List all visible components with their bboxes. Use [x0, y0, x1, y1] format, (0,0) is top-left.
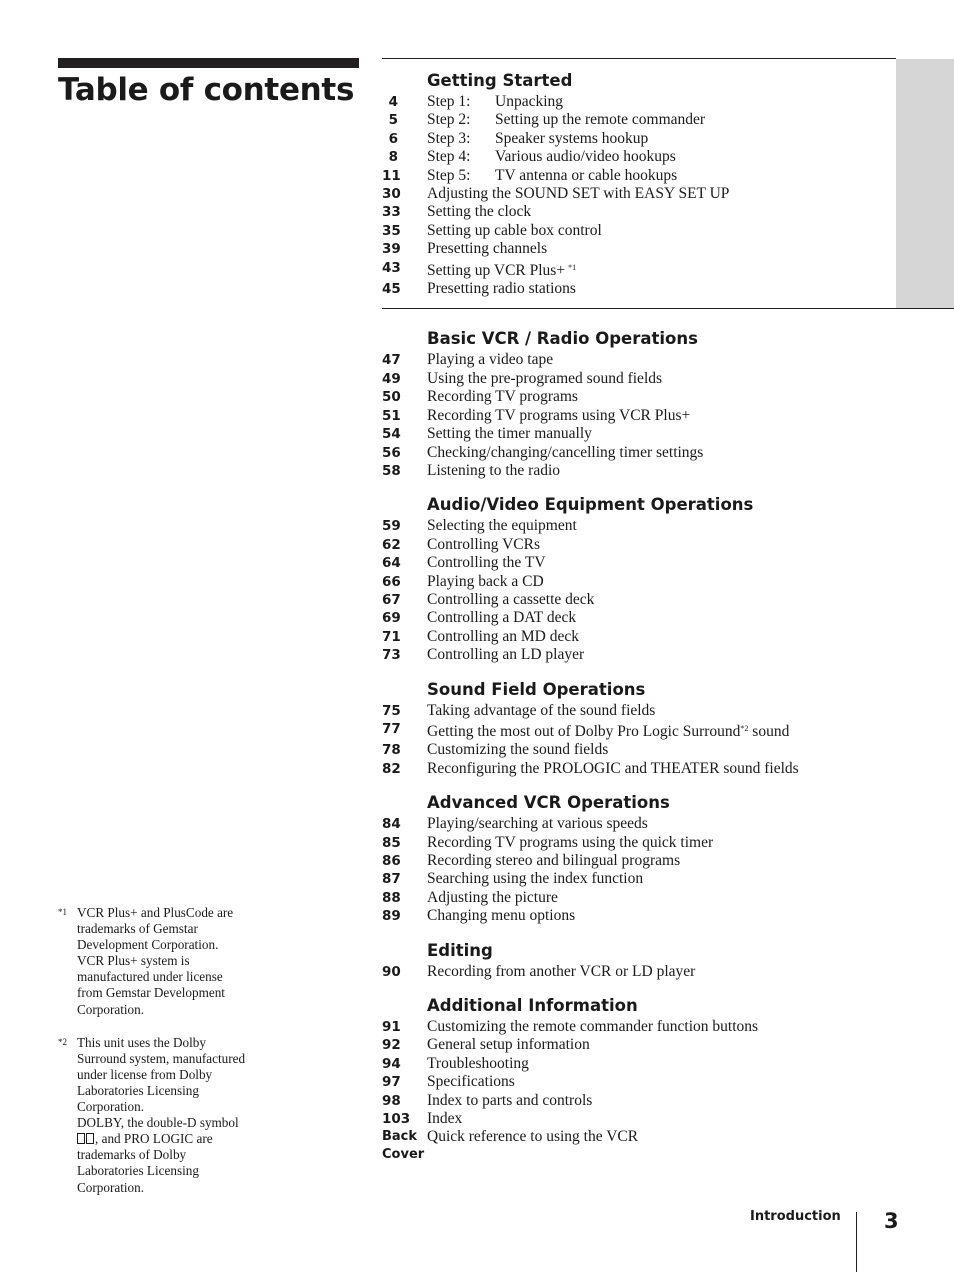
toc-entry[interactable]	[382, 167, 902, 185]
entry-title: Playing back a CD	[427, 572, 544, 590]
entry-title: Searching using the index function	[427, 870, 644, 888]
entry-title: Presetting radio stations	[427, 280, 576, 298]
entry-title: Reconfiguring the PROLOGIC and THEATER sound fields	[427, 759, 799, 777]
entry-title: Recording TV programs	[427, 388, 578, 406]
entry-title-group	[427, 720, 902, 741]
page-ref: 54	[382, 426, 401, 443]
page-ref: 4	[388, 94, 398, 110]
toc-entry[interactable]	[382, 462, 902, 480]
entry-title: Playing/searching at various speeds	[427, 815, 648, 833]
toc-entry[interactable]	[382, 1092, 902, 1110]
toc-entry[interactable]	[382, 870, 902, 888]
toc-entry[interactable]	[382, 351, 902, 369]
page-ref: 62	[382, 536, 401, 553]
toc-entry[interactable]	[382, 240, 902, 258]
toc-entry[interactable]	[382, 609, 902, 627]
entry-title: Checking/changing/cancelling timer settings	[427, 443, 704, 461]
entry-title: Setting up the remote commander	[495, 111, 706, 129]
entry-title-group	[427, 573, 902, 591]
entry-title-group	[427, 852, 902, 870]
toc-entry[interactable]	[382, 148, 902, 166]
entry-title: Setting the clock	[427, 203, 532, 221]
entry-title-group	[427, 185, 902, 203]
footnote-text-b: , and PRO LOGIC are trademarks of Dolby Laboratories Licensing Corporation.	[77, 1131, 213, 1195]
entry-title-group	[427, 702, 902, 720]
page-ref: 39	[382, 241, 401, 258]
entry-title: Selecting the equipment	[427, 517, 577, 535]
toc-entry[interactable]	[382, 889, 902, 907]
page-ref: 88	[382, 889, 401, 906]
toc-entry[interactable]	[382, 1055, 902, 1073]
page-ref: 78	[382, 742, 401, 759]
entry-title: Troubleshooting	[427, 1054, 529, 1072]
section-heading: Audio/Video Equipment Operations	[427, 495, 754, 515]
entry-title: Controlling the TV	[427, 554, 546, 572]
page-ref: 5	[388, 112, 398, 129]
page-ref: 87	[382, 871, 401, 888]
footnote-marker: *2	[58, 1036, 67, 1047]
entry-title-group	[427, 240, 902, 258]
entry-title: Changing menu options	[427, 907, 576, 925]
page-ref: 64	[382, 555, 401, 572]
entry-title: TV antenna or cable hookups	[495, 166, 678, 184]
step-label: Step 3:	[427, 129, 471, 147]
page-ref: 85	[382, 834, 401, 851]
page-ref: 84	[382, 816, 401, 833]
footer-section-label: Introduction	[750, 1209, 841, 1224]
entry-title-group	[427, 834, 902, 852]
toc-entry[interactable]	[382, 628, 902, 646]
page-ref: 35	[382, 222, 401, 239]
toc-entry[interactable]	[382, 111, 902, 129]
entry-title: Setting up VCR Plus+	[427, 261, 566, 279]
entry-title-group	[427, 148, 902, 166]
entry-title-group	[427, 591, 902, 609]
step-label: Step 5:	[427, 166, 471, 184]
section-heading: Sound Field Operations	[427, 679, 646, 699]
page-ref: 30	[382, 186, 401, 203]
entry-title-group	[427, 111, 902, 129]
section-heading: Editing	[427, 940, 493, 960]
toc-entry[interactable]	[382, 388, 902, 406]
toc-section	[382, 940, 902, 981]
page-ref: 49	[382, 370, 401, 387]
page-ref: 98	[382, 1092, 401, 1109]
page-ref: 58	[382, 462, 401, 479]
toc-entry[interactable]	[382, 573, 902, 591]
entry-title: Getting the most out of Dolby Pro Logic Surround	[427, 722, 741, 740]
toc-entry[interactable]	[382, 591, 902, 609]
entry-title-group	[427, 889, 902, 907]
toc-entry[interactable]	[382, 425, 902, 443]
footnote-2	[58, 1035, 248, 1196]
page-title: Table of contents	[58, 72, 355, 108]
entry-title-group	[427, 646, 902, 664]
page-ref: 97	[382, 1074, 401, 1091]
entry-title: Recording stereo and bilingual programs	[427, 852, 681, 869]
toc-entry[interactable]	[382, 536, 902, 554]
entry-title: Setting up cable box control	[427, 221, 602, 239]
entry-title-group	[427, 907, 902, 925]
entry-title-group	[427, 741, 902, 759]
entry-title-group	[427, 517, 902, 535]
toc-section	[382, 792, 902, 925]
entry-title: Quick reference to using the VCR	[427, 1128, 639, 1146]
toc-entry[interactable]	[382, 93, 902, 111]
entry-title: Playing a video tape	[427, 351, 554, 369]
entry-title-group	[427, 259, 902, 280]
page-ref: 47	[382, 352, 401, 369]
page-ref: 75	[382, 702, 401, 719]
entry-title-group	[427, 388, 902, 406]
entry-title-group	[427, 280, 902, 298]
section-heading: Basic VCR / Radio Operations	[427, 329, 698, 349]
footnote-1	[58, 905, 248, 1018]
step-label: Step 4:	[427, 148, 471, 166]
page-ref: 8	[388, 149, 398, 166]
entry-title-group	[427, 1055, 902, 1073]
toc-entry[interactable]	[382, 760, 902, 778]
entry-title-group	[427, 536, 902, 554]
page-ref: Back Cover	[382, 1129, 425, 1163]
toc-section	[382, 328, 902, 480]
page-ref: 92	[382, 1037, 401, 1054]
footnote-text: VCR Plus+ and PlusCode are trademarks of Gemstar Development Corporation. VCR Plus+ system is manufactured under license from Gemstar Development Corporation.	[77, 905, 234, 1017]
entry-title: Using the pre-programed sound fields	[427, 369, 663, 387]
table-of-contents	[382, 70, 902, 1164]
toc-entry[interactable]	[382, 834, 902, 852]
entry-title: Customizing the sound fields	[427, 741, 609, 759]
entry-title: Controlling an LD player	[427, 646, 585, 664]
page-ref: 91	[382, 1019, 401, 1036]
entry-title: Taking advantage of the sound fields	[427, 701, 656, 719]
entry-title-group	[427, 351, 902, 369]
entry-title-group	[427, 425, 902, 443]
toc-entry[interactable]	[382, 1018, 902, 1036]
page-ref: 89	[382, 908, 401, 925]
entry-title-group	[427, 1110, 902, 1128]
footnote-ref: *1	[568, 262, 577, 272]
page-ref: 73	[382, 647, 401, 664]
entry-title-group	[427, 628, 902, 646]
entry-title-group	[427, 1128, 902, 1146]
page-ref: 67	[382, 591, 401, 608]
entry-title-group	[427, 963, 902, 981]
toc-entry[interactable]	[382, 185, 902, 203]
toc-entry[interactable]	[382, 203, 902, 221]
section-heading: Getting Started	[427, 71, 573, 90]
footnote-text: This unit uses the Dolby Surround system, manufactured under license from Dolby Laboratories Licensing Corporation.	[77, 1034, 246, 1115]
entry-title-group	[427, 1092, 902, 1110]
page-ref: 50	[382, 389, 401, 406]
page-ref: 56	[382, 444, 401, 461]
section-heading: Additional Information	[427, 996, 638, 1016]
toc-entry[interactable]	[382, 907, 902, 925]
footnotes	[58, 905, 248, 1213]
entry-title: General setup information	[427, 1036, 590, 1054]
toc-entry[interactable]	[382, 1128, 902, 1164]
entry-title: Recording TV programs using VCR Plus+	[427, 406, 691, 424]
entry-title-group	[427, 444, 902, 462]
page-ref: 94	[382, 1055, 401, 1072]
entry-title: Recording from another VCR or LD player	[427, 962, 696, 980]
entry-title: Various audio/video hookups	[495, 148, 676, 166]
toc-entry[interactable]	[382, 815, 902, 833]
entry-title-group	[427, 1073, 902, 1091]
page-ref: 82	[382, 760, 401, 777]
title-rule	[58, 58, 359, 68]
toc-entry[interactable]	[382, 741, 902, 759]
toc-entry[interactable]	[382, 370, 902, 388]
toc-entry[interactable]	[382, 554, 902, 572]
double-d-icon	[77, 1131, 95, 1146]
toc-entry[interactable]	[382, 963, 902, 981]
entry-title: Adjusting the SOUND SET with EASY SET UP	[427, 185, 730, 203]
toc-entry[interactable]	[382, 517, 902, 535]
entry-title-group	[427, 609, 902, 627]
toc-entry[interactable]	[382, 1073, 902, 1091]
page-ref: 86	[382, 853, 401, 869]
footer-divider	[856, 1212, 857, 1272]
toc-entry[interactable]	[382, 646, 902, 664]
page-ref: 103	[382, 1111, 411, 1128]
toc-entry[interactable]	[382, 407, 902, 425]
toc-section	[382, 70, 902, 298]
toc-entry[interactable]	[382, 444, 902, 462]
section-heading: Advanced VCR Operations	[427, 793, 670, 813]
entry-title: Setting the timer manually	[427, 425, 592, 443]
entry-title: Recording TV programs using the quick timer	[427, 833, 714, 851]
entry-title-group	[427, 222, 902, 240]
entry-title: Customizing the remote commander function buttons	[427, 1018, 759, 1036]
entry-title-group	[427, 554, 902, 572]
page-ref: 66	[382, 573, 401, 590]
step-label: Step 1:	[427, 93, 471, 110]
toc-entry[interactable]	[382, 1110, 902, 1128]
entry-title: Adjusting the picture	[427, 888, 558, 906]
entry-title: Index to parts and controls	[427, 1091, 593, 1109]
step-label: Step 2:	[427, 111, 471, 129]
entry-title: Specifications	[427, 1073, 515, 1091]
page-ref: 43	[382, 259, 401, 276]
toc-top-rule	[382, 58, 896, 59]
entry-title-group	[427, 370, 902, 388]
entry-title: Index	[427, 1110, 463, 1128]
page-ref: 59	[382, 518, 401, 535]
page-ref: 71	[382, 628, 401, 645]
footnote-ref: *2	[740, 723, 749, 733]
entry-title: Listening to the radio	[427, 461, 561, 479]
entry-title: Presetting channels	[427, 240, 548, 258]
footnote-text-group	[77, 1035, 248, 1196]
footnote-marker: *1	[58, 907, 67, 917]
entry-title: Speaker systems hookup	[495, 129, 649, 147]
page-ref: 77	[382, 720, 401, 737]
entry-title-group	[427, 407, 902, 425]
toc-entry[interactable]	[382, 130, 902, 148]
page-number: 3	[884, 1209, 899, 1233]
page-ref: 90	[382, 963, 401, 980]
page-ref: 45	[382, 281, 401, 298]
entry-title: Controlling a DAT deck	[427, 609, 577, 627]
toc-entry[interactable]	[382, 852, 902, 870]
entry-title-group	[427, 1018, 902, 1036]
toc-section	[382, 679, 902, 779]
page-ref: 51	[382, 407, 401, 424]
page-ref: 6	[388, 130, 398, 147]
page-ref: 11	[382, 167, 401, 184]
entry-title: Controlling an MD deck	[427, 627, 579, 645]
entry-title-group	[427, 462, 902, 480]
footnote-text-a: DOLBY, the double-D symbol	[77, 1115, 239, 1131]
entry-title-group	[427, 815, 902, 833]
entry-title-group	[427, 203, 902, 221]
entry-title: Controlling a cassette deck	[427, 590, 595, 608]
entry-title-group	[427, 760, 902, 778]
toc-entry[interactable]	[382, 702, 902, 720]
entry-title-group	[427, 167, 902, 185]
toc-section	[382, 995, 902, 1164]
toc-section	[382, 494, 902, 664]
entry-title-group	[427, 1036, 902, 1054]
toc-entry[interactable]	[382, 720, 902, 741]
page-ref: 33	[382, 204, 401, 221]
entry-title: Unpacking	[495, 93, 564, 110]
entry-title-group	[427, 93, 902, 111]
toc-entry[interactable]	[382, 222, 902, 240]
toc-entry[interactable]	[382, 259, 902, 280]
entry-title-group	[427, 870, 902, 888]
entry-title: Controlling VCRs	[427, 535, 540, 553]
toc-entry[interactable]	[382, 280, 902, 298]
entry-title-tail: sound	[748, 722, 790, 740]
toc-entry[interactable]	[382, 1036, 902, 1054]
entry-title-group	[427, 130, 902, 148]
section-tab-marker	[896, 59, 954, 308]
page-ref: 69	[382, 610, 401, 627]
